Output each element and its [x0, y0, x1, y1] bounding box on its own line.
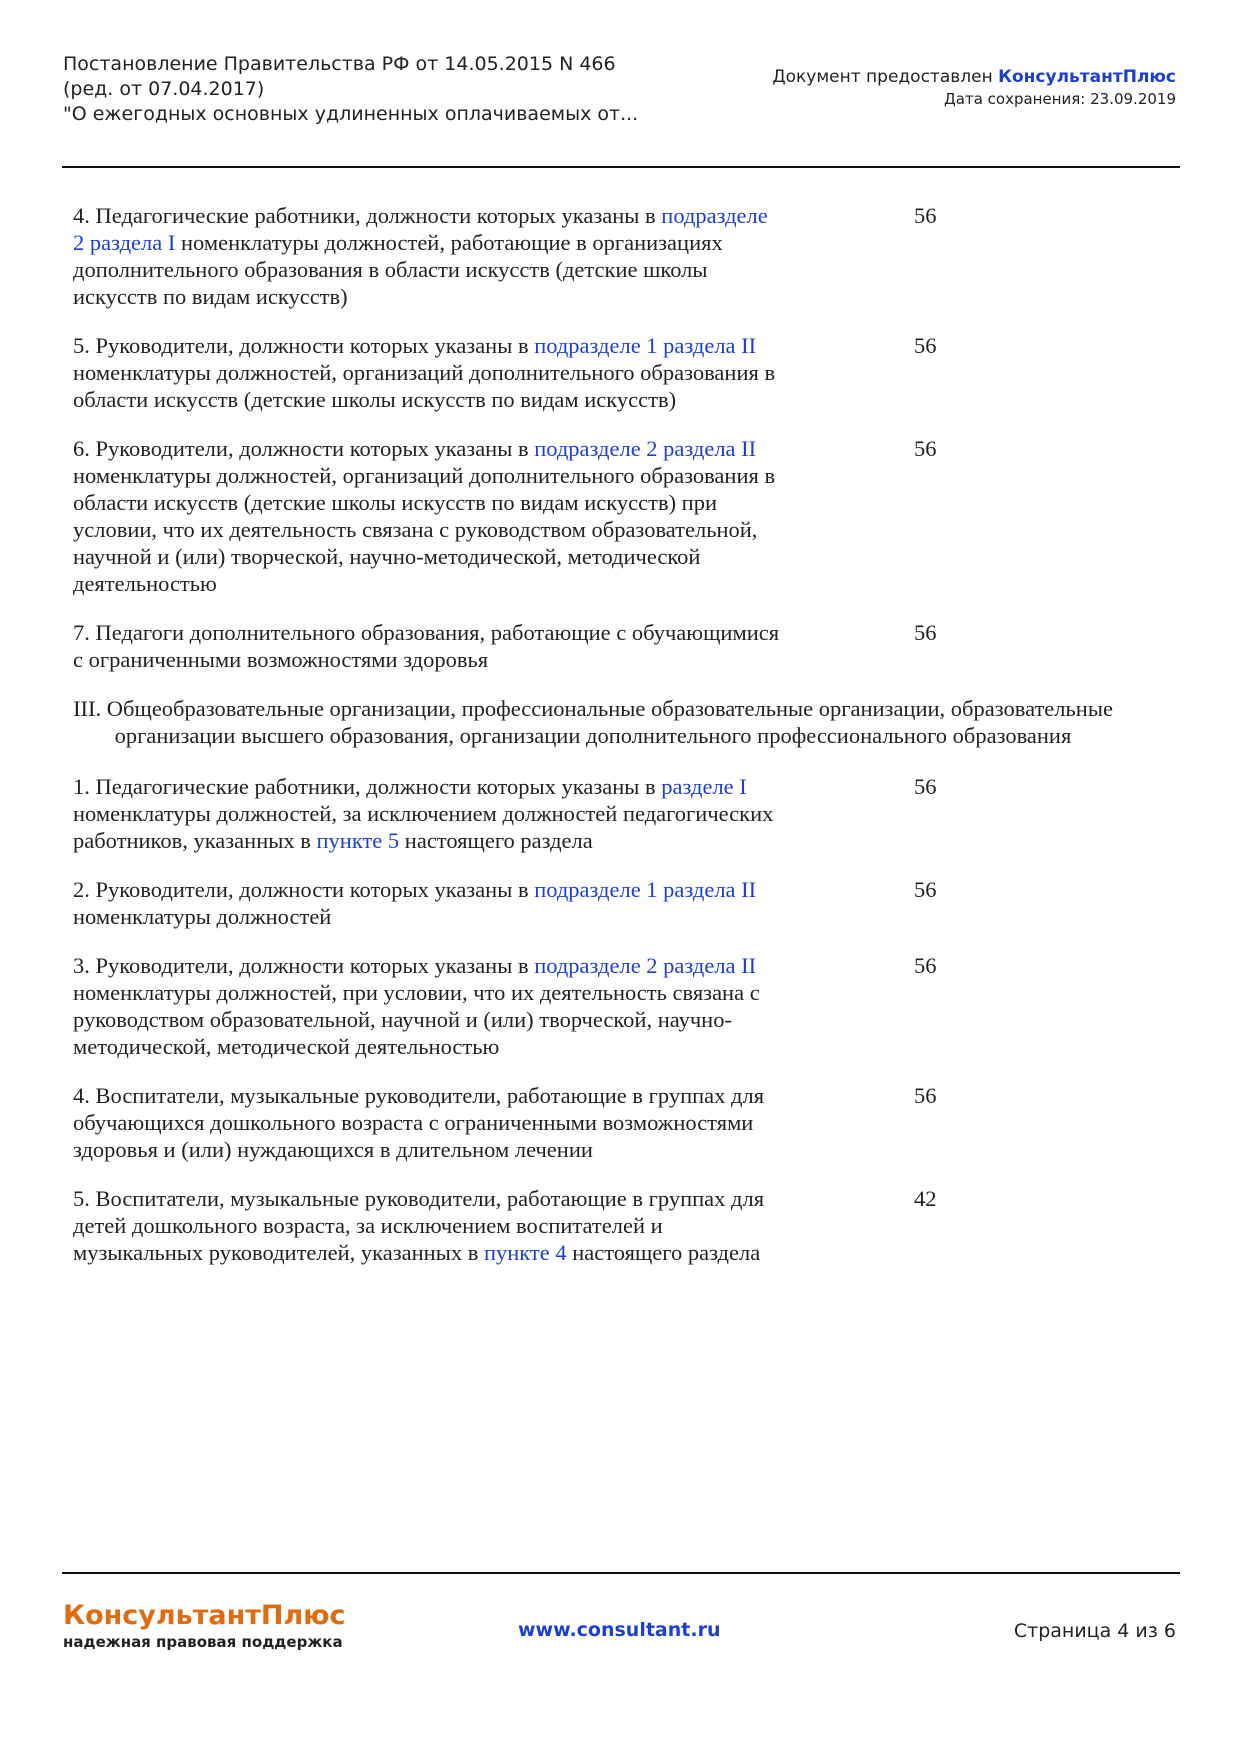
footer-logo [63, 1600, 346, 1652]
rows-group-a [73, 202, 1173, 673]
reference-link[interactable]: пункте 5 [316, 828, 400, 853]
row-text-part: 4. Педагогические работники, должности которых указаны в [73, 203, 662, 228]
document-title-line-2: (ред. от 07.04.2017) [63, 78, 265, 100]
row-text [73, 619, 783, 673]
footer-tagline: надежная правовая поддержка [63, 1633, 343, 1651]
row-text-part: 6. Руководители, должности которых указаны в [73, 436, 535, 461]
row-text-part: 1. Педагогические работники, должности которых указаны в [73, 774, 662, 799]
row-text-part: 2. Руководители, должности которых указаны в [73, 877, 535, 902]
reference-link[interactable]: подразделе 1 раздела II [534, 877, 757, 902]
row-text-part: номенклатуры должностей, организаций дополнительного образования в области искусств (детские школы искусств по видам искусств) при условии, что их деятельность связана с руководством образовательной, научной и (или) творческой, научно-методической, методической деятельностью [73, 463, 776, 596]
footer-brand-name: КонсультантПлюс [63, 1600, 346, 1631]
reference-link[interactable]: подразделе 2 раздела II [534, 436, 757, 461]
row-text [73, 202, 783, 310]
row-value: 42 [914, 1186, 937, 1211]
row-value: 56 [914, 953, 937, 978]
row-text-part: настоящего раздела [399, 828, 593, 853]
row-text-part: номенклатуры должностей, при условии, что их деятельность связана с руководством образовательной, научной и (или) творческой, научно-методической, методической деятельностью [73, 980, 760, 1059]
header-divider [62, 166, 1180, 168]
reference-link[interactable]: разделе I [661, 774, 747, 799]
row-value: 56 [914, 774, 937, 799]
reference-link[interactable]: подразделе 1 раздела II [534, 333, 757, 358]
row-value: 56 [914, 1083, 937, 1108]
section-heading: III. Общеобразовательные организации, профессиональные образовательные организации, образовательные организации высшего образования, организации дополнительного профессионального образования [73, 696, 1113, 748]
row-text-part: номенклатуры должностей [73, 904, 332, 929]
row-text-part: 5. Руководители, должности которых указаны в [73, 333, 535, 358]
document-title-line-1: Постановление Правительства РФ от 14.05.2015 N 466 [63, 53, 616, 75]
table-row [73, 332, 1173, 413]
table-row [73, 773, 1173, 854]
row-text [73, 773, 783, 854]
provided-by [772, 66, 1176, 88]
document-title-line-3: "О ежегодных основных удлиненных оплачиваемых от... [63, 103, 639, 125]
row-text-part: номенклатуры должностей, организаций дополнительного образования в области искусств (детские школы искусств по видам искусств) [73, 360, 776, 412]
table-row [73, 435, 1173, 597]
reference-link[interactable]: подразделе 2 раздела II [534, 953, 757, 978]
footer-site-link[interactable]: www.consultant.ru [518, 1619, 721, 1641]
row-text [73, 332, 783, 413]
document-title [63, 52, 743, 127]
row-text-part: номенклатуры должностей, за исключением должностей педагогических работников, указанных в [73, 801, 774, 853]
table-row [73, 619, 1173, 673]
provided-by-prefix: Документ предоставлен [772, 67, 999, 87]
table-row [73, 202, 1173, 310]
row-text [73, 1185, 783, 1266]
row-text-part: 3. Руководители, должности которых указаны в [73, 953, 535, 978]
table-row [73, 1185, 1173, 1266]
row-value: 56 [914, 203, 937, 228]
row-text [73, 435, 783, 597]
provider-brand: КонсультантПлюс [998, 67, 1176, 87]
row-value: 56 [914, 436, 937, 461]
rows-group-b [73, 773, 1173, 1266]
row-value: 56 [914, 333, 937, 358]
page-number: Страница 4 из 6 [1013, 1620, 1176, 1642]
reference-link[interactable]: пункте 4 [483, 1240, 567, 1265]
provider-info [772, 66, 1176, 110]
row-value: 56 [914, 877, 937, 902]
row-text-part: 4. Воспитатели, музыкальные руководители, работающие в группах для обучающихся дошкольного возраста с ограниченными возможностями здоровья и (или) нуждающихся в длительном лечении [73, 1083, 765, 1162]
table-row [73, 1082, 1173, 1163]
row-text [73, 952, 783, 1060]
document-body [73, 202, 1173, 1288]
reference-link[interactable]: подразделе 2 раздела I [73, 203, 768, 255]
table-row [73, 876, 1173, 930]
table-row [73, 952, 1173, 1060]
row-text-part: 7. Педагоги дополнительного образования, работающие с обучающимися с ограниченными возможностями здоровья [73, 620, 780, 672]
save-date: Дата сохранения: 23.09.2019 [944, 90, 1176, 108]
row-text-part: 5. Воспитатели, музыкальные руководители, работающие в группах для детей дошкольного возраста, за исключением воспитателей и музыкальных руководителей, указанных в [73, 1186, 765, 1265]
row-text-part: номенклатуры должностей, работающие в организациях дополнительного образования в области искусств (детские школы искусств по видам искусств) [73, 230, 723, 309]
footer-divider [62, 1572, 1180, 1574]
row-text-part: настоящего раздела [566, 1240, 761, 1265]
row-text [73, 1082, 783, 1163]
row-text [73, 876, 783, 930]
row-value: 56 [914, 620, 937, 645]
